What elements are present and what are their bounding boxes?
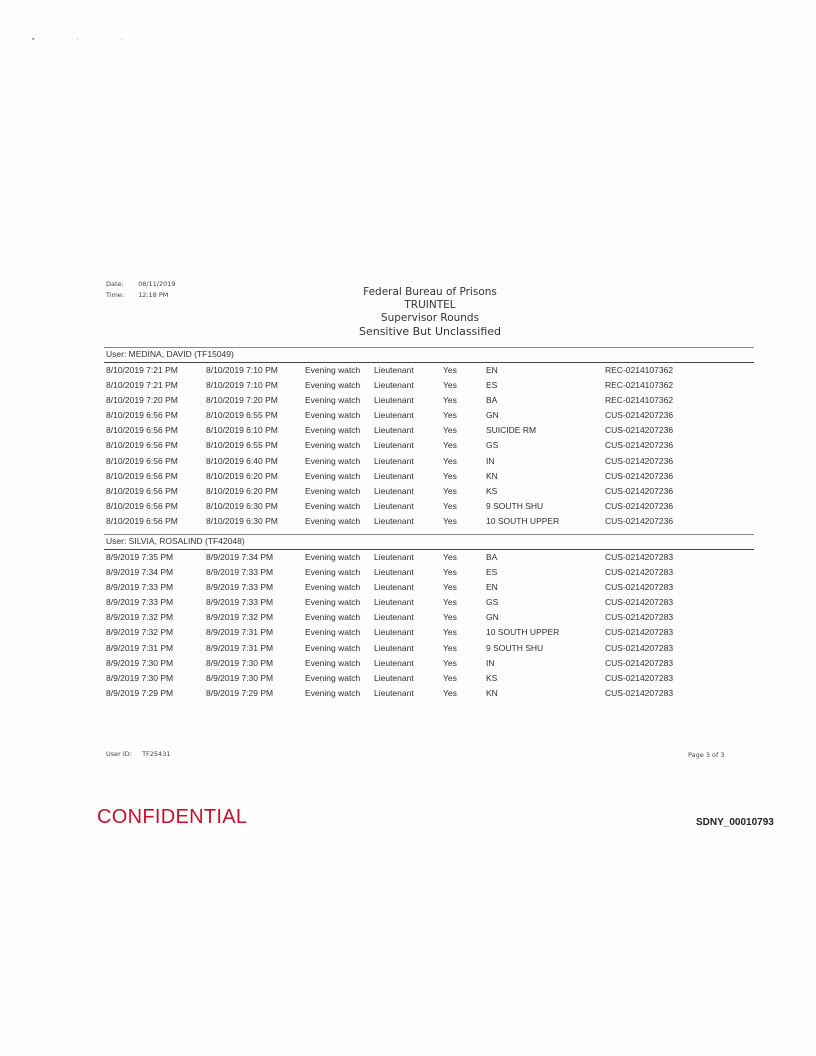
group-user-label: User: SILVIA, ROSALIND (TF42048) <box>106 536 245 546</box>
cell-shift: Evening watch <box>305 500 361 511</box>
cell-record-id: CUS-0214207236 <box>605 500 674 511</box>
cell-area: EN <box>486 365 498 375</box>
report-time <box>106 291 168 299</box>
cell-round-time: 8/10/2019 7:21 PM <box>106 365 178 375</box>
cell-area: GN <box>486 410 499 421</box>
cell-role: Lieutenant <box>374 627 414 638</box>
table-row <box>104 485 754 500</box>
cell-record-id: CUS-0214207283 <box>605 672 674 683</box>
cell-completed: Yes <box>443 642 457 653</box>
cell-round-time: 8/10/2019 6:56 PM <box>106 455 178 466</box>
group-user-label: User: MEDINA, DAVID (TF15049) <box>106 349 234 359</box>
cell-entry-time: 8/9/2019 7:32 PM <box>206 612 274 623</box>
scan-specks: ▪ · · <box>32 36 144 43</box>
table-row <box>104 409 754 424</box>
cell-round-time: 8/9/2019 7:30 PM <box>106 672 174 683</box>
cell-entry-time: 8/10/2019 6:30 PM <box>206 515 278 526</box>
cell-completed: Yes <box>443 597 457 608</box>
table-row <box>104 642 754 657</box>
cell-shift: Evening watch <box>305 365 361 375</box>
cell-role: Lieutenant <box>374 395 414 406</box>
cell-role: Lieutenant <box>374 365 414 375</box>
cell-role: Lieutenant <box>374 672 414 683</box>
cell-entry-time: 8/10/2019 6:55 PM <box>206 440 278 451</box>
cell-round-time: 8/9/2019 7:35 PM <box>106 552 174 562</box>
report-header <box>300 286 560 338</box>
table-row <box>104 500 754 515</box>
cell-entry-time: 8/10/2019 7:20 PM <box>206 395 278 406</box>
cell-shift: Evening watch <box>305 627 361 638</box>
cell-entry-time: 8/9/2019 7:31 PM <box>206 642 274 653</box>
cell-area: BA <box>486 552 498 562</box>
cell-round-time: 8/9/2019 7:30 PM <box>106 657 174 668</box>
cell-area: 10 SOUTH UPPER <box>486 627 560 638</box>
cell-entry-time: 8/9/2019 7:30 PM <box>206 657 274 668</box>
cell-role: Lieutenant <box>374 657 414 668</box>
footer-user-id <box>106 750 170 758</box>
cell-area: GS <box>486 440 499 451</box>
cell-record-id: CUS-0214207236 <box>605 485 674 496</box>
cell-round-time: 8/10/2019 6:56 PM <box>106 485 178 496</box>
system-name: TRUINTEL <box>404 299 456 311</box>
cell-role: Lieutenant <box>374 597 414 608</box>
cell-area: 10 SOUTH UPPER <box>486 515 560 526</box>
cell-entry-time: 8/9/2019 7:33 PM <box>206 582 274 593</box>
cell-record-id: CUS-0214207283 <box>605 597 674 608</box>
cell-area: KN <box>486 470 498 481</box>
cell-role: Lieutenant <box>374 455 414 466</box>
cell-record-id: REC-0214107362 <box>605 395 674 406</box>
cell-entry-time: 8/9/2019 7:31 PM <box>206 627 274 638</box>
table-row <box>104 394 754 409</box>
bates-number: SDNY_00010793 <box>696 817 774 828</box>
cell-record-id: CUS-0214207236 <box>605 425 674 436</box>
cell-completed: Yes <box>443 440 457 451</box>
cell-entry-time: 8/9/2019 7:34 PM <box>206 552 274 562</box>
cell-completed: Yes <box>443 455 457 466</box>
user-id-label: User ID: <box>106 750 132 758</box>
cell-shift: Evening watch <box>305 470 361 481</box>
cell-round-time: 8/9/2019 7:33 PM <box>106 582 174 593</box>
table-row <box>104 551 754 566</box>
cell-area: BA <box>486 395 498 406</box>
group-header-silvia <box>104 535 754 550</box>
cell-area: 9 SOUTH SHU <box>486 500 544 511</box>
time-value: 12:18 PM <box>138 291 169 299</box>
cell-round-time: 8/10/2019 6:56 PM <box>106 425 178 436</box>
cell-record-id: CUS-0214207236 <box>605 515 674 526</box>
table-row <box>104 364 754 379</box>
cell-record-id: CUS-0214207236 <box>605 455 674 466</box>
cell-role: Lieutenant <box>374 552 414 562</box>
cell-area: KS <box>486 485 498 496</box>
table-row <box>104 566 754 581</box>
cell-entry-time: 8/9/2019 7:29 PM <box>206 687 274 698</box>
cell-shift: Evening watch <box>305 567 361 578</box>
table-row <box>104 581 754 596</box>
cell-record-id: CUS-0214207283 <box>605 687 674 698</box>
cell-completed: Yes <box>443 657 457 668</box>
cell-shift: Evening watch <box>305 515 361 526</box>
cell-role: Lieutenant <box>374 567 414 578</box>
table-row <box>104 455 754 470</box>
page-number: Page 3 of 3 <box>688 751 725 759</box>
table-row <box>104 596 754 611</box>
cell-shift: Evening watch <box>305 582 361 593</box>
cell-role: Lieutenant <box>374 470 414 481</box>
cell-completed: Yes <box>443 672 457 683</box>
cell-area: EN <box>486 582 498 593</box>
cell-role: Lieutenant <box>374 612 414 623</box>
confidential-stamp: CONFIDENTIAL <box>97 806 248 828</box>
cell-area: 9 SOUTH SHU <box>486 642 544 653</box>
table-row <box>104 672 754 687</box>
report-date <box>106 280 176 288</box>
cell-shift: Evening watch <box>305 642 361 653</box>
time-label: Time: <box>106 291 125 299</box>
cell-entry-time: 8/9/2019 7:30 PM <box>206 672 274 683</box>
cell-shift: Evening watch <box>305 657 361 668</box>
cell-role: Lieutenant <box>374 485 414 496</box>
cell-round-time: 8/10/2019 6:56 PM <box>106 500 178 511</box>
cell-area: KN <box>486 687 498 698</box>
cell-completed: Yes <box>443 410 457 421</box>
cell-round-time: 8/10/2019 6:56 PM <box>106 410 178 421</box>
table-row <box>104 657 754 672</box>
cell-entry-time: 8/9/2019 7:33 PM <box>206 597 274 608</box>
cell-round-time: 8/9/2019 7:33 PM <box>106 597 174 608</box>
cell-round-time: 8/9/2019 7:34 PM <box>106 567 174 578</box>
date-label: Date: <box>106 280 124 288</box>
cell-round-time: 8/10/2019 6:56 PM <box>106 515 178 526</box>
cell-role: Lieutenant <box>374 687 414 698</box>
cell-completed: Yes <box>443 500 457 511</box>
cell-completed: Yes <box>443 627 457 638</box>
cell-completed: Yes <box>443 380 457 391</box>
cell-entry-time: 8/10/2019 6:40 PM <box>206 455 278 466</box>
cell-role: Lieutenant <box>374 440 414 451</box>
group-rows-silvia <box>104 551 754 702</box>
cell-record-id: REC-0214107362 <box>605 365 674 375</box>
table-row <box>104 611 754 626</box>
cell-area: ES <box>486 567 498 578</box>
cell-entry-time: 8/10/2019 7:10 PM <box>206 380 278 391</box>
cell-completed: Yes <box>443 365 457 375</box>
cell-entry-time: 8/10/2019 7:10 PM <box>206 365 278 375</box>
cell-shift: Evening watch <box>305 485 361 496</box>
cell-entry-time: 8/10/2019 6:55 PM <box>206 410 278 421</box>
cell-record-id: CUS-0214207283 <box>605 567 674 578</box>
user-id-value: TF25431 <box>142 750 171 758</box>
cell-entry-time: 8/10/2019 6:20 PM <box>206 470 278 481</box>
cell-completed: Yes <box>443 515 457 526</box>
table-row <box>104 687 754 702</box>
cell-shift: Evening watch <box>305 672 361 683</box>
cell-record-id: REC-0214107362 <box>605 380 674 391</box>
cell-completed: Yes <box>443 582 457 593</box>
cell-completed: Yes <box>443 612 457 623</box>
cell-completed: Yes <box>443 485 457 496</box>
cell-round-time: 8/10/2019 7:21 PM <box>106 380 178 391</box>
cell-record-id: CUS-0214207236 <box>605 440 674 451</box>
cell-entry-time: 8/10/2019 6:10 PM <box>206 425 278 436</box>
table-row <box>104 515 754 530</box>
cell-area: IN <box>486 455 495 466</box>
cell-round-time: 8/10/2019 7:20 PM <box>106 395 178 406</box>
cell-record-id: CUS-0214207236 <box>605 470 674 481</box>
cell-shift: Evening watch <box>305 410 361 421</box>
date-value: 08/11/2019 <box>138 280 176 288</box>
cell-completed: Yes <box>443 552 457 562</box>
cell-record-id: CUS-0214207283 <box>605 642 674 653</box>
cell-role: Lieutenant <box>374 410 414 421</box>
agency-name: Federal Bureau of Prisons <box>363 286 497 298</box>
cell-shift: Evening watch <box>305 440 361 451</box>
cell-shift: Evening watch <box>305 425 361 436</box>
cell-record-id: CUS-0214207283 <box>605 627 674 638</box>
cell-round-time: 8/9/2019 7:31 PM <box>106 642 174 653</box>
divider <box>104 347 754 348</box>
cell-role: Lieutenant <box>374 642 414 653</box>
cell-area: GN <box>486 612 499 623</box>
cell-completed: Yes <box>443 395 457 406</box>
table-row <box>104 424 754 439</box>
cell-entry-time: 8/10/2019 6:30 PM <box>206 500 278 511</box>
cell-record-id: CUS-0214207283 <box>605 582 674 593</box>
cell-completed: Yes <box>443 687 457 698</box>
group-header-medina <box>104 348 754 363</box>
cell-role: Lieutenant <box>374 425 414 436</box>
cell-area: KS <box>486 672 498 683</box>
cell-shift: Evening watch <box>305 455 361 466</box>
cell-shift: Evening watch <box>305 395 361 406</box>
divider <box>104 534 754 535</box>
cell-shift: Evening watch <box>305 687 361 698</box>
cell-area: ES <box>486 380 498 391</box>
cell-role: Lieutenant <box>374 582 414 593</box>
cell-area: IN <box>486 657 495 668</box>
cell-entry-time: 8/10/2019 6:20 PM <box>206 485 278 496</box>
cell-role: Lieutenant <box>374 500 414 511</box>
cell-completed: Yes <box>443 567 457 578</box>
cell-shift: Evening watch <box>305 597 361 608</box>
cell-round-time: 8/9/2019 7:29 PM <box>106 687 174 698</box>
cell-shift: Evening watch <box>305 552 361 562</box>
cell-record-id: CUS-0214207283 <box>605 657 674 668</box>
cell-area: SUICIDE RM <box>486 425 537 436</box>
cell-role: Lieutenant <box>374 515 414 526</box>
cell-shift: Evening watch <box>305 612 361 623</box>
cell-record-id: CUS-0214207236 <box>605 410 674 421</box>
cell-round-time: 8/9/2019 7:32 PM <box>106 612 174 623</box>
cell-completed: Yes <box>443 425 457 436</box>
cell-role: Lieutenant <box>374 380 414 391</box>
cell-shift: Evening watch <box>305 380 361 391</box>
report-title: Supervisor Rounds <box>380 312 480 324</box>
cell-entry-time: 8/9/2019 7:33 PM <box>206 567 274 578</box>
cell-record-id: CUS-0214207283 <box>605 552 674 562</box>
group-rows-medina <box>104 364 754 530</box>
table-row <box>104 470 754 485</box>
table-row <box>104 439 754 454</box>
classification-label: Sensitive But Unclassified <box>358 325 502 338</box>
table-row <box>104 626 754 641</box>
cell-round-time: 8/9/2019 7:32 PM <box>106 627 174 638</box>
cell-record-id: CUS-0214207283 <box>605 612 674 623</box>
cell-completed: Yes <box>443 470 457 481</box>
cell-area: GS <box>486 597 499 608</box>
cell-round-time: 8/10/2019 6:56 PM <box>106 470 178 481</box>
cell-round-time: 8/10/2019 6:56 PM <box>106 440 178 451</box>
table-row <box>104 379 754 394</box>
